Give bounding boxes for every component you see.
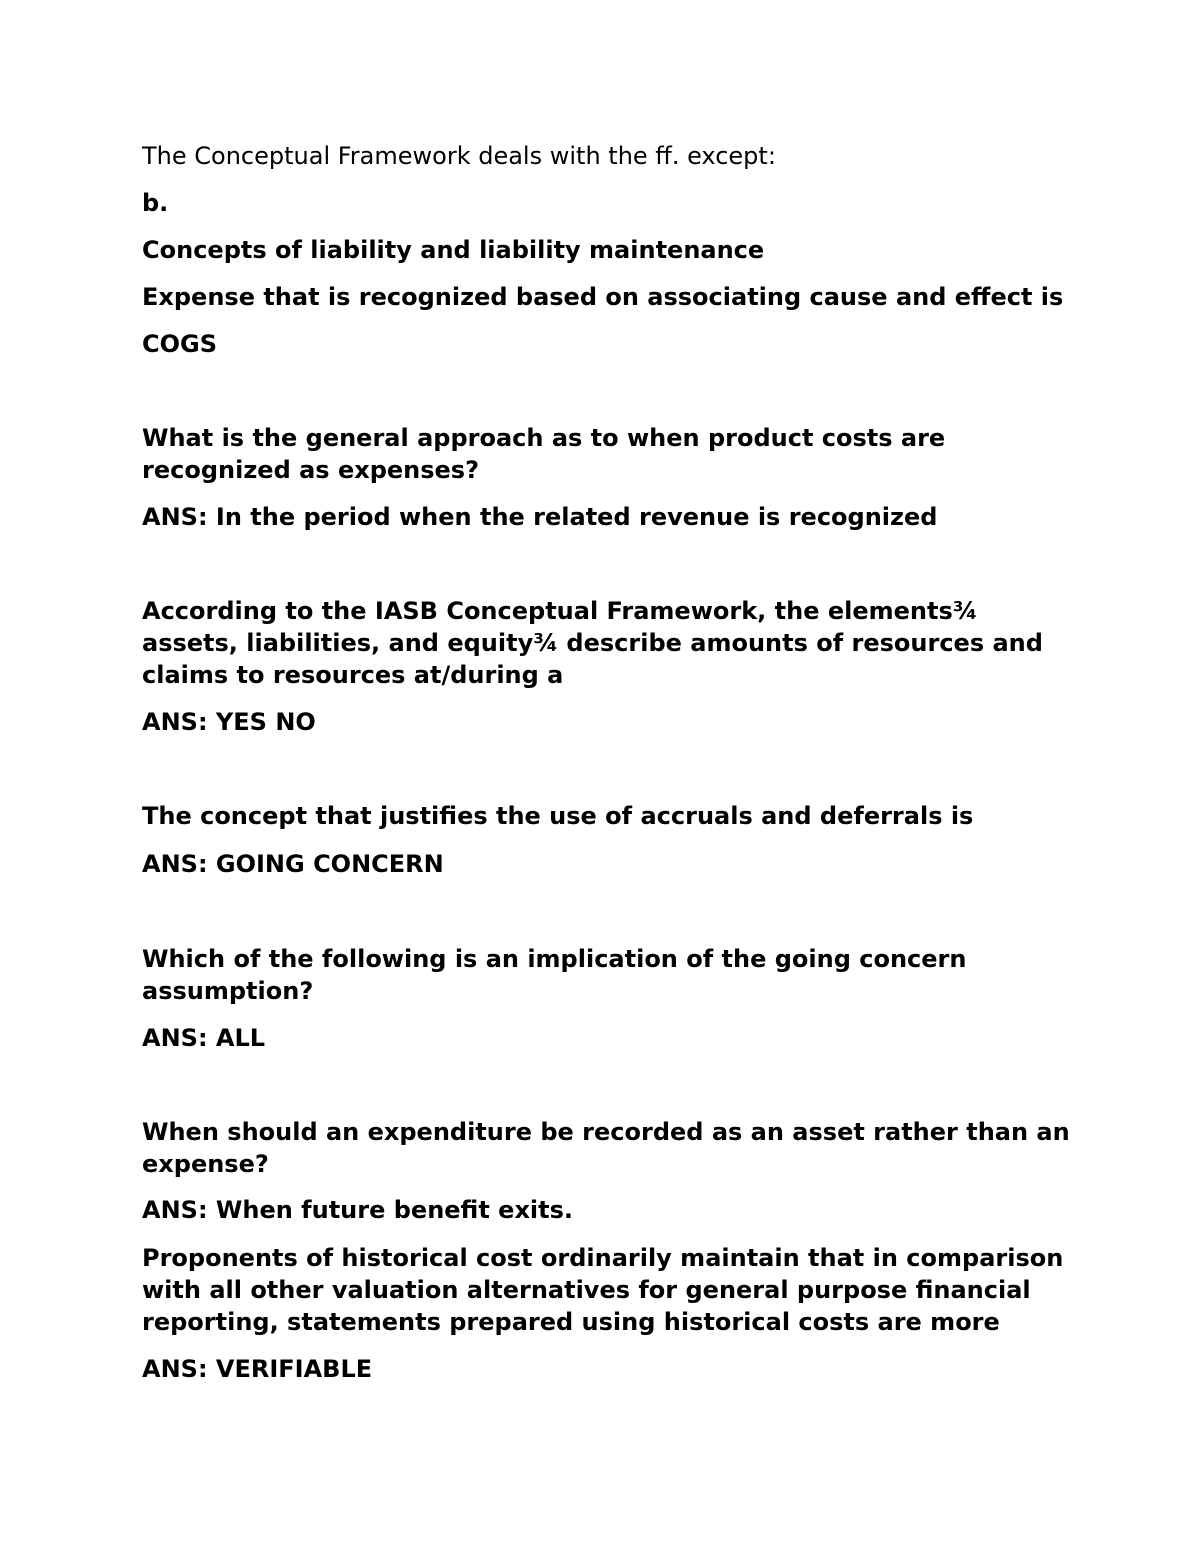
answer-product-costs: ANS: In the period when the related revenue is recognized [142, 503, 938, 531]
answer-asset-vs-expense: ANS: When future benefit exits. [142, 1196, 574, 1224]
intro-answer: Concepts of liability and liability maintenance [142, 236, 765, 264]
question-historical-cost: Proponents of historical cost ordinarily maintain that in comparison with all other valuation alternatives for general purpose financial reporting, statements prepared using historical costs are more [142, 1244, 1064, 1336]
question-going-concern: Which of the following is an implication of the going concern assumption? [142, 945, 967, 1005]
question-iasb-elements: According to the IASB Conceptual Framework, the elements¾ assets, liabilities, and equity¾ describe amounts of resources and claims to resources at/during a [142, 597, 1043, 689]
question-product-costs: What is the general approach as to when product costs are recognized as expenses? [142, 424, 946, 484]
intro-choice: b. [142, 189, 169, 217]
answer-going-concern: ANS: ALL [142, 1024, 266, 1052]
question-asset-vs-expense: When should an expenditure be recorded as an asset rather than an expense? [142, 1118, 1070, 1178]
answer-accruals-deferrals: ANS: GOING CONCERN [142, 850, 444, 878]
question-accruals-deferrals: The concept that justifies the use of accruals and deferrals is [142, 802, 974, 830]
intro-question: The Conceptual Framework deals with the ff. except: [142, 142, 776, 170]
question-cause-effect: Expense that is recognized based on associating cause and effect is [142, 283, 1064, 311]
answer-iasb-elements: ANS: YES NO [142, 708, 316, 736]
answer-historical-cost: ANS: VERIFIABLE [142, 1355, 373, 1383]
answer-cause-effect: COGS [142, 330, 217, 358]
